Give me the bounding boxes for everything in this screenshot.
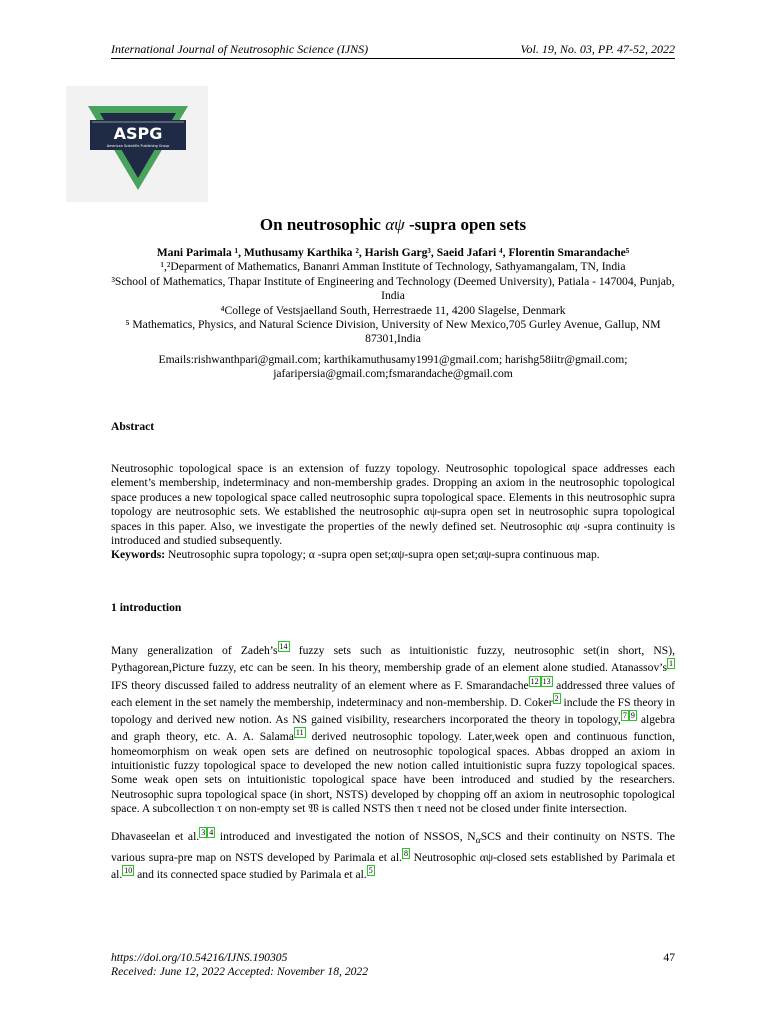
keywords-line: Keywords: Neutrosophic supra topology; α -supra open set;αψ-supra open set;αψ-supra continuous map. <box>111 548 600 562</box>
affiliation-2: ³School of Mathematics, Thapar Institute of Engineering and Technology (Deemed University), Patiala - 147004, Punjab, India <box>111 274 675 303</box>
citation-link[interactable]: 7 <box>622 711 627 721</box>
aspg-logo <box>66 86 208 202</box>
paper-title: On neutrosophic αψ -supra open sets <box>259 215 527 234</box>
author-names: Mani Parimala ¹, Muthusamy Karthika ², Harish Garg³, Saeid Jafari ⁴, Florentin Smarandache⁵ <box>156 246 630 259</box>
citation-link[interactable]: 9 <box>630 711 635 721</box>
citation-link[interactable]: 11 <box>295 728 304 738</box>
logo-text: ASPG <box>113 124 163 143</box>
journal-name: International Journal of Neutrosophic Science (IJNS) <box>111 42 369 56</box>
citation-link[interactable]: 14 <box>279 642 288 651</box>
author-block <box>111 246 675 382</box>
citation-link[interactable]: 4 <box>209 827 214 837</box>
received-dates: Received: June 12, 2022 Accepted: November 18, 2022 <box>111 965 369 978</box>
affiliation-1: ¹,²Deparment of Mathematics, Bananri Amman Institute of Technology, Sathyamangalam, TN, India <box>160 260 626 274</box>
doi-link[interactable]: https://doi.org/10.54216/IJNS.190305 <box>111 951 288 964</box>
introduction-body <box>111 641 675 883</box>
page-footer <box>111 951 675 979</box>
citation-link[interactable]: 3 <box>201 827 206 837</box>
intro-paragraph-2: Dhavaseelan et al. 3 4 introduced and investigated the notion of NSSOS, $N_\alpha SCS$ and their continuity on NSTS. The various supra-pre map on NSTS developed by Parimala et al. 8 Neutrosophic αψ-closed sets established by Parimala et al. 10 and its connected space studied by Parimala et al. 5 <box>111 827 675 882</box>
citation-link[interactable]: 2 <box>554 693 559 703</box>
citation-link[interactable]: 1 <box>669 659 673 669</box>
citation-link[interactable]: 13 <box>542 676 551 686</box>
logo-subtitle: American Scientific Publishing Group <box>106 144 170 148</box>
citation-link[interactable]: 12 <box>530 676 539 686</box>
abstract-body <box>111 462 675 563</box>
affiliation-4: ⁵ Mathematics, Physics, and Natural Science Division, University of New Mexico,705 Gurley Avenue, Gallup, NM 87301,India <box>125 318 661 346</box>
citation-link[interactable]: 5 <box>368 866 373 876</box>
page-number: 47 <box>663 951 675 964</box>
intro-paragraph-1: Many generalization of Zadeh’s 14 fuzzy sets such as intuitionistic fuzzy, neutrosophic set(in short, NS), Pythagorean,Picture fuzzy, etc can be seen. In his theory, membership grade of an element alone studied. Atanassov’s 1 IFS theory discussed failed to address neutrality of an element where as F. Smarandache 12 13 addressed three values of each element in the set namely the membership, indeterminacy and non-membership. D. Coker 2 include the FS theory in topology and derived new notion. As NS gained visibility, researchers incorporated the theory in topology, 7 9 algebra and graph theory, etc. A. A. Salama 11 derived neutrosophic topology. Later,week open and continuous function, homeomorphism on weak open sets are defined on neutrosophic topological spaces. Abbas dropped an axiom in intuitionistic fuzzy topological space to developed the new notion called intuitionistic supra fuzzy topological spaces. Some weak open sets on intuitionistic topological space have been introduced and studied by the researchers. Neutrosophic supra topological space (in short, NSTS) developed by chopping off an axiom in neutrosophic topological space. A subcollection τ on non-empty set 𝔚 is called NSTS then τ need not be closed under finite intersection. <box>111 642 675 816</box>
volume-info: Vol. 19, No. 03, PP. 47-52, 2022 <box>520 42 675 56</box>
abstract-text: Neutrosophic topological space is an extension of fuzzy topology. Neutrosophic topological space addresses each element’s membership, indeterminacy and non-membership grades. Dropping an axiom in the neutrosophic topological space produces a new topological space called neutrosophic supra topological space. Elements in this neutrosophic supra topology are neutrosophic sets. We established the neutrosophic αψ-supra open set in neutrosophic supra topological spaces in this paper. Also, we investigate the properties of the newly defined set. Neutrosophic αψ -supra continuity is introduced and studied subsequently. <box>111 462 675 548</box>
affiliation-3: ⁴College of Vestsjaelland South, Herrestraede 11, 4200 Slagelse, Denmark <box>220 303 566 317</box>
citation-link[interactable]: 8 <box>403 849 408 859</box>
running-header <box>111 40 675 59</box>
abstract-heading: Abstract <box>111 420 155 433</box>
citation-link[interactable]: 10 <box>124 866 133 876</box>
section-heading-introduction: 1 introduction <box>111 601 182 614</box>
author-emails: Emails:rishwanthpari@gmail.com; karthikamuthusamy1991@gmail.com; harishg58iitr@gmail.com; jafaripersia@gmail.com;fsmarandache@gmail.com <box>158 352 628 381</box>
